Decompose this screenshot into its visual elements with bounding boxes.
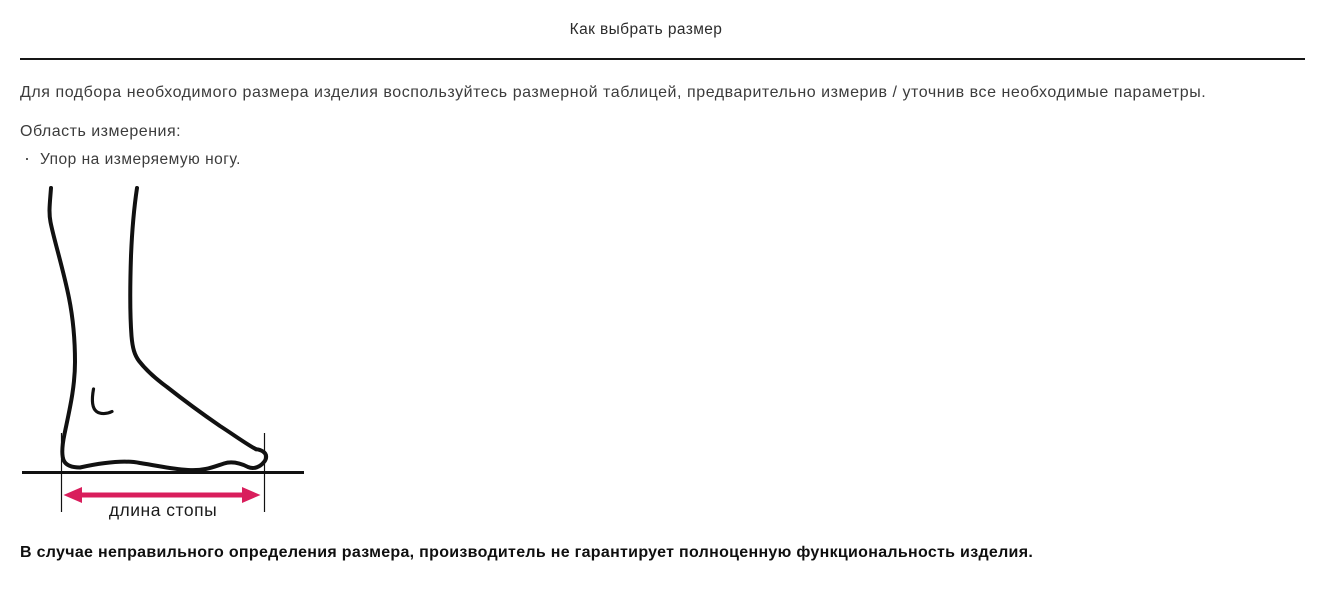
foot-outline-back: [50, 188, 267, 470]
title-divider: [20, 58, 1305, 60]
page-title: Как выбрать размер: [569, 21, 723, 38]
measurement-list-item: [24, 148, 241, 169]
disclaimer-text: В случае неправильного определения размера, производитель не гарантирует полноценную функциональность изделия.: [20, 544, 1034, 561]
intro-text: Для подбора необходимого размера изделия воспользуйтесь размерной таблицей, предварительно измерив / уточнив все необходимые параметры.: [20, 84, 1207, 101]
measurement-area-label: Область измерения:: [20, 123, 182, 140]
foot-measurement-diagram: [20, 186, 312, 520]
foot-diagram-svg: [20, 186, 312, 520]
measurement-list-item-text: Упор на измеряемую ногу.: [40, 151, 241, 168]
figure-caption: длина стопы: [108, 500, 218, 520]
ankle-mark: [92, 389, 112, 414]
foot-outline-front: [130, 188, 256, 449]
bullet-dot-icon: ·: [24, 148, 31, 168]
